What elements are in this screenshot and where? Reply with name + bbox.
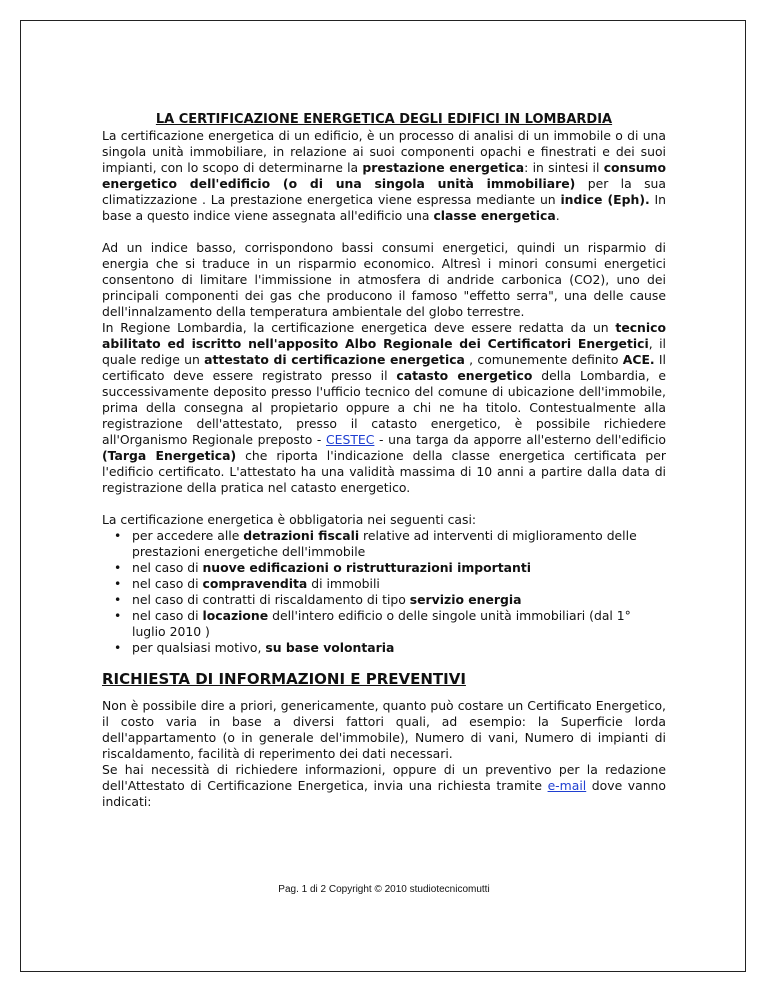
list-item [132,528,666,560]
bold-text: locazione [202,608,269,623]
bold-text: servizio energia [409,592,522,607]
text: , il quale redige un [102,336,666,367]
text: nel caso di [132,608,203,623]
bold-text: consumo energetico dell'edificio (o di una singola unità immobiliare) [102,160,666,191]
bold-text: compravendita [202,576,308,591]
text: relative ad interventi di miglioramento delle prestazioni energetiche dell'immobile [132,528,637,559]
bold-text: attestato di certificazione energetica [204,352,465,367]
bold-text: (Targa Energetica) [102,448,237,463]
text: dove vanno indicati: [102,778,666,809]
text: per qualsiasi motivo, [132,640,266,655]
text: che riporta l'indicazione della classe energetica certificata per l'edificio certificato. L'attestato ha una validità massima di 10 anni a partire dalla data di registrazione della pratica nel catasto energetico. [102,448,666,495]
text: nel caso di contratti di riscaldamento di tipo [132,592,410,607]
energy-savings-paragraph [102,240,666,320]
obligation-intro: La certificazione energetica è obbligatoria nei seguenti casi: [102,512,477,527]
lombardia-paragraph [102,320,666,496]
list-item [132,608,666,640]
bold-text: detrazioni fiscali [243,528,360,543]
email-link[interactable]: e-mail [547,778,587,793]
obligation-list [102,528,666,656]
section-heading: RICHIESTA DI INFORMAZIONI E PREVENTIVI [102,670,466,688]
bold-text: indice (Eph). [560,192,650,207]
text: nel caso di [132,576,203,591]
bold-text: catasto energetico [396,368,533,383]
bold-text: ACE. [622,352,655,367]
text: . [555,208,560,223]
bold-text: prestazione energetica [362,160,525,175]
text: : in sintesi il [524,160,604,175]
text: dell'intero edificio o delle singole unità immobiliari (dal 1° luglio 2010 ) [132,608,631,639]
list-item [132,576,666,592]
text: di immobili [307,576,380,591]
text: nel caso di [132,560,203,575]
list-item [132,560,666,576]
text: Ad un indice basso, corrispondono bassi consumi energetici, quindi un risparmio di energia che si traduce in un risparmio economico. Altresì i minori consumi energetici consentono di limitare l'immissione in atmosfera di andride carbonica (CO2), uno dei principali componenti dei gas che producono il famoso "effetto serra", una delle cause dell'innalzamento della temperatura ambientale del globo terrestre. [102,240,666,319]
text: per la sua climatizzazione . La prestazione energetica viene espressa mediante un [102,176,666,207]
cestec-link[interactable]: CESTEC [326,432,375,447]
cost-paragraph: Non è possibile dire a priori, genericamente, quanto può costare un Certificato Energetico, il costo varia in base a diversi fattori quali, ad esempio: la Superficie lorda dell'appartamento (o in generale del'immobile), Numero di vani, Numero di impianti di riscaldamento, facilità di reperimento dei dati necessari. [102,698,666,761]
text: - una targa da apporre all'esterno dell'edificio [374,432,666,447]
request-paragraph [102,762,666,810]
text: In Regione Lombardia, la certificazione energetica deve essere redatta da un [102,320,616,335]
bold-text: nuove edificazioni o ristrutturazioni importanti [202,560,532,575]
bold-text: tecnico abilitato ed iscritto nell'apposito Albo Regionale dei Certificatori Energetici [102,320,666,351]
text: , comunemente definito [464,352,623,367]
text: Se hai necessità di richiedere informazioni, oppure di un preventivo per la redazione dell'Attestato di Certificazione Energetica, invia una richiesta tramite [102,762,666,793]
text: della Lombardia, e successivamente deposito presso l'ufficio tecnico del comune di ubicazione dell'immobile, prima della consegna al propietario oppure a chi ne ha titolo. Contestualmente alla registrazione dell'attestato, presso il catasto energetico, è possibile richiedere all'Organismo Regionale preposto - [102,368,666,447]
intro-paragraph [102,128,666,224]
text: La certificazione energetica di un edificio, è un processo di analisi di un immobile o di una singola unità immobiliare, in relazione ai suoi componenti opachi e finestrati e dei suoi impianti, con lo scopo di determinarne la [102,128,666,175]
list-item [132,640,666,656]
document-title: LA CERTIFICAZIONE ENERGETICA DEGLI EDIFICI IN LOMBARDIA [155,112,613,127]
list-item [132,592,666,608]
text: per accedere alle [132,528,244,543]
text: In base a questo indice viene assegnata all'edificio una [102,192,666,223]
bold-text: classe energetica [433,208,556,223]
bold-text: su base volontaria [265,640,395,655]
page-footer: Pag. 1 di 2 Copyright © 2010 studiotecnicomutti [278,884,490,895]
text: Il certificato deve essere registrato presso il [102,352,666,383]
document-body [102,112,666,810]
